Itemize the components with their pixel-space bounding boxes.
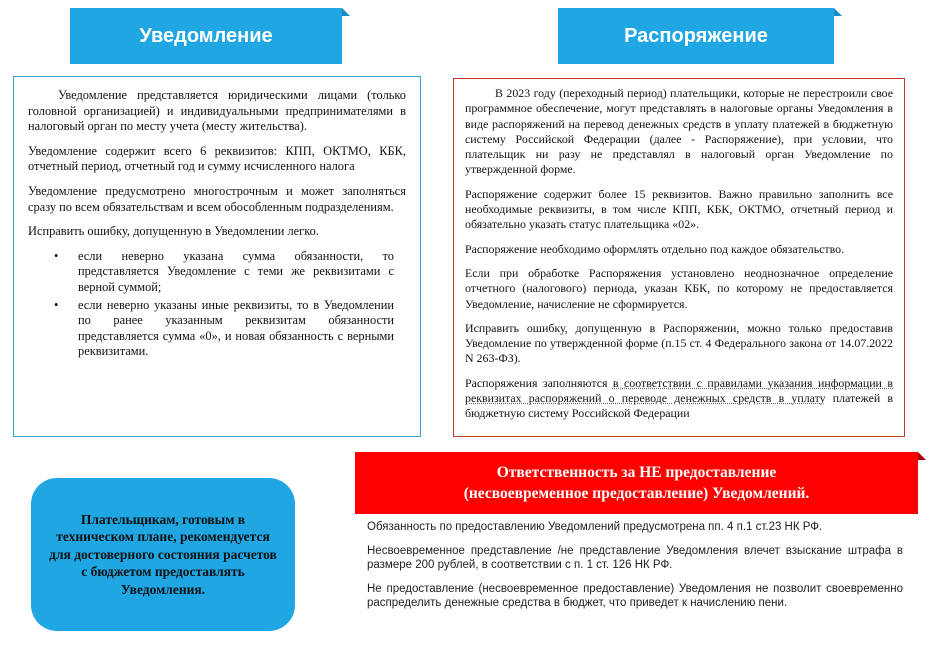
rules-link[interactable]: в соответствии с правилами указания информации в реквизитах распоряжений о переводе денежных средств в уплату xyxy=(465,375,893,406)
uvedomlenie-text-box xyxy=(13,76,421,437)
responsibility-paragraph-2: Несвоевременное представление /не представление Уведомления влечет взыскание штрафа в размере 200 рублей, в соответствии с п. 1 ст. 126 НК РФ. xyxy=(367,544,903,572)
list-item-text: если неверно указаны иные реквизиты, то в Уведомлении по ранее указанным реквизитам обязанности представляется сумма «0», и новая обязанность с верными реквизитами. xyxy=(78,297,394,359)
bullet-icon: • xyxy=(54,248,59,263)
uvedomlenie-paragraph-3: Уведомление предусмотрено многострочным и может заполняться сразу по всем обязательствам и всем обособленным подразделениям. xyxy=(28,183,406,214)
responsibility-title-line-1: Ответственность за НЕ предоставление xyxy=(496,464,777,481)
uvedomlenie-paragraph-2: Уведомление содержит всего 6 реквизитов: КПП, ОКТМО, КБК, отчетный период, отчетный год и сумму исчисленного налога xyxy=(28,143,406,174)
uvedomlenie-banner xyxy=(70,8,342,64)
rasporyazhenie-title: Распоряжение xyxy=(624,24,768,47)
responsibility-paragraph-3: Не предоставление (несвоевременное предоставление) Уведомления не позволит своевременно распределить денежные средства в бюджет, что приведет к начислению пени. xyxy=(367,582,903,610)
responsibility-text xyxy=(367,520,903,620)
responsibility-title-line-2: (несвоевременное предоставление) Уведомлений. xyxy=(463,485,810,502)
rasporyazhenie-paragraph-2: Распоряжение содержит более 15 реквизитов. Важно правильно заполнить все необходимые реквизиты, в том числе КПП, КБК, ОКТМО, отчетный период и обязательно указать статус плательщика «02». xyxy=(465,186,893,232)
rasporyazhenie-banner xyxy=(558,8,834,64)
bullet-icon: • xyxy=(54,297,59,312)
recommendation-oval xyxy=(31,478,295,631)
paragraph-6-start: Распоряжения заполняются xyxy=(465,375,613,390)
rasporyazhenie-paragraph-3: Распоряжение необходимо оформлять отдельно под каждое обязательство. xyxy=(465,241,845,256)
paragraph-6-end: платежей в бюджетную систему Российской Федерации xyxy=(465,391,894,421)
rasporyazhenie-text-box xyxy=(453,78,905,437)
list-item-text: если неверно указана сумма обязанности, то представляется Уведомление с теми же реквизитами с верной суммой; xyxy=(78,248,394,294)
recommendation-text: Плательщикам, готовым в техническом плане, рекомендуется для достоверного состояния расчетов с бюджетом предоставлять Уведомления. xyxy=(49,511,277,597)
rasporyazhenie-paragraph-4: Если при обработке Распоряжения установлено неоднозначное определение отчетного (налогового) периода, указан КБК, по которому не предоставляется Уведомление, начисление не сформируется. xyxy=(465,265,893,311)
uvedomlenie-title: Уведомление xyxy=(139,24,273,47)
uvedomlenie-paragraph-4: Исправить ошибку, допущенную в Уведомлении легко. xyxy=(28,224,319,239)
rasporyazhenie-paragraph-6 xyxy=(465,376,893,422)
uvedomlenie-bullet-list xyxy=(28,249,406,360)
responsibility-banner xyxy=(355,452,918,514)
rasporyazhenie-paragraph-1: В 2023 году (переходный период) плательщики, которые не перестроили свое программное обеспечение, могут представлять в налоговые органы Уведомления в виде распоряжений на перевод денежных средств в уплату платежей в бюджетную систему Российской Федерации (далее - Распоряжение), при условии, что плательщик ни разу не представлял в налоговый орган Уведомление по утвержденной форме. xyxy=(465,86,893,177)
responsibility-paragraph-1: Обязанность по предоставлению Уведомлений предусмотрена пп. 4 п.1 ст.23 НК РФ. xyxy=(367,521,823,533)
list-item xyxy=(54,298,394,360)
rasporyazhenie-paragraph-5: Исправить ошибку, допущенную в Распоряжении, можно только предоставив Уведомление по утвержденной форме (п.15 ст. 4 Федерального закона от 14.07.2022 N 263-ФЗ). xyxy=(465,320,893,366)
uvedomlenie-paragraph-1: Уведомление представляется юридическими лицами (только головной организацией) и индивидуальными предпринимателями в налоговый орган по месту учета (месту жительства). xyxy=(28,88,406,134)
list-item xyxy=(54,249,394,296)
